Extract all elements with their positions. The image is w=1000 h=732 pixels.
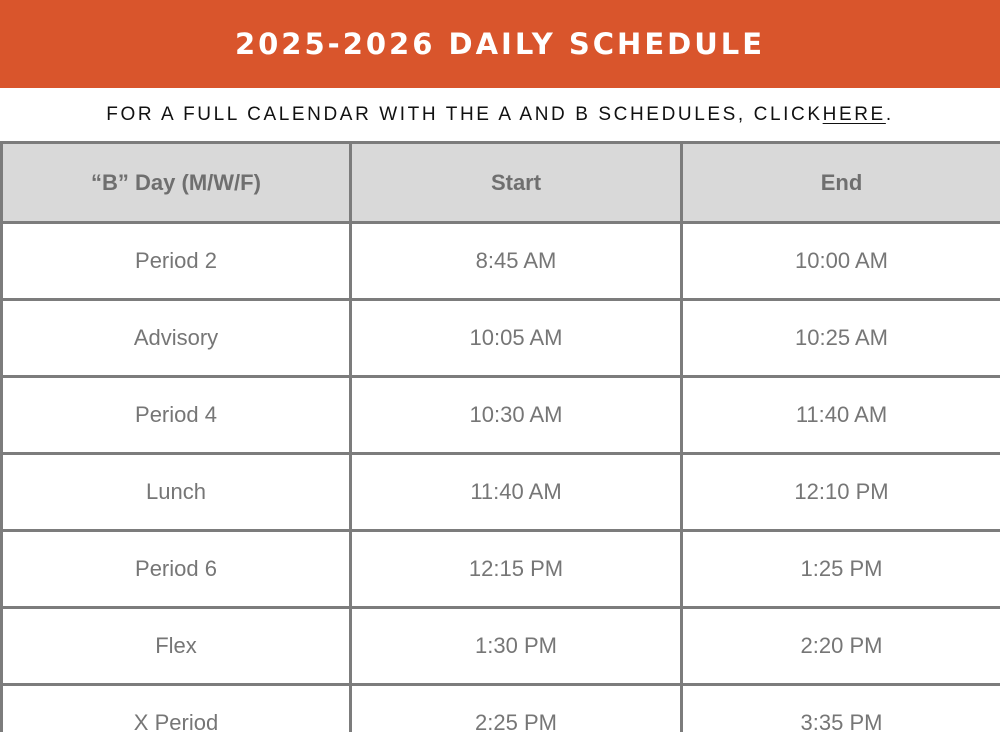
period-cell: Flex: [2, 608, 351, 685]
start-time-cell: 10:30 AM: [351, 377, 682, 454]
start-time-cell: 11:40 AM: [351, 454, 682, 531]
end-time-cell: 3:35 PM: [682, 685, 1000, 732]
table-row: [2, 223, 1000, 300]
end-time-cell: 1:25 PM: [682, 531, 1000, 608]
end-time-cell: 2:20 PM: [682, 608, 1000, 685]
table-row: [2, 608, 1000, 685]
page-title: 2025-2026 DAILY SCHEDULE: [234, 27, 766, 61]
end-time-cell: 10:00 AM: [682, 223, 1000, 300]
period-cell: Period 4: [2, 377, 351, 454]
title-banner: [0, 0, 1000, 88]
schedule-table: [0, 141, 1000, 732]
period-cell: Advisory: [2, 300, 351, 377]
period-cell: Period 6: [2, 531, 351, 608]
table-row: [2, 685, 1000, 732]
end-time-cell: 10:25 AM: [682, 300, 1000, 377]
table-row: [2, 531, 1000, 608]
end-time-cell: 12:10 PM: [682, 454, 1000, 531]
start-time-cell: 2:25 PM: [351, 685, 682, 732]
start-time-cell: 12:15 PM: [351, 531, 682, 608]
table-row: [2, 300, 1000, 377]
here-link[interactable]: HERE: [822, 103, 886, 125]
start-time-cell: 1:30 PM: [351, 608, 682, 685]
column-header-end: End: [682, 143, 1000, 223]
end-time-cell: 11:40 AM: [682, 377, 1000, 454]
table-row: [2, 377, 1000, 454]
calendar-note: [0, 88, 1000, 141]
table-row: [2, 454, 1000, 531]
calendar-note-period: .: [885, 103, 894, 125]
column-header-start: Start: [351, 143, 682, 223]
column-header-day: “B” Day (M/W/F): [2, 143, 351, 223]
start-time-cell: 10:05 AM: [351, 300, 682, 377]
period-cell: Period 2: [2, 223, 351, 300]
period-cell: Lunch: [2, 454, 351, 531]
period-cell: X Period: [2, 685, 351, 732]
start-time-cell: 8:45 AM: [351, 223, 682, 300]
table-header-row: [2, 143, 1000, 223]
calendar-note-text: FOR A FULL CALENDAR WITH THE A AND B SCHEDULES, CLICK: [106, 103, 823, 125]
